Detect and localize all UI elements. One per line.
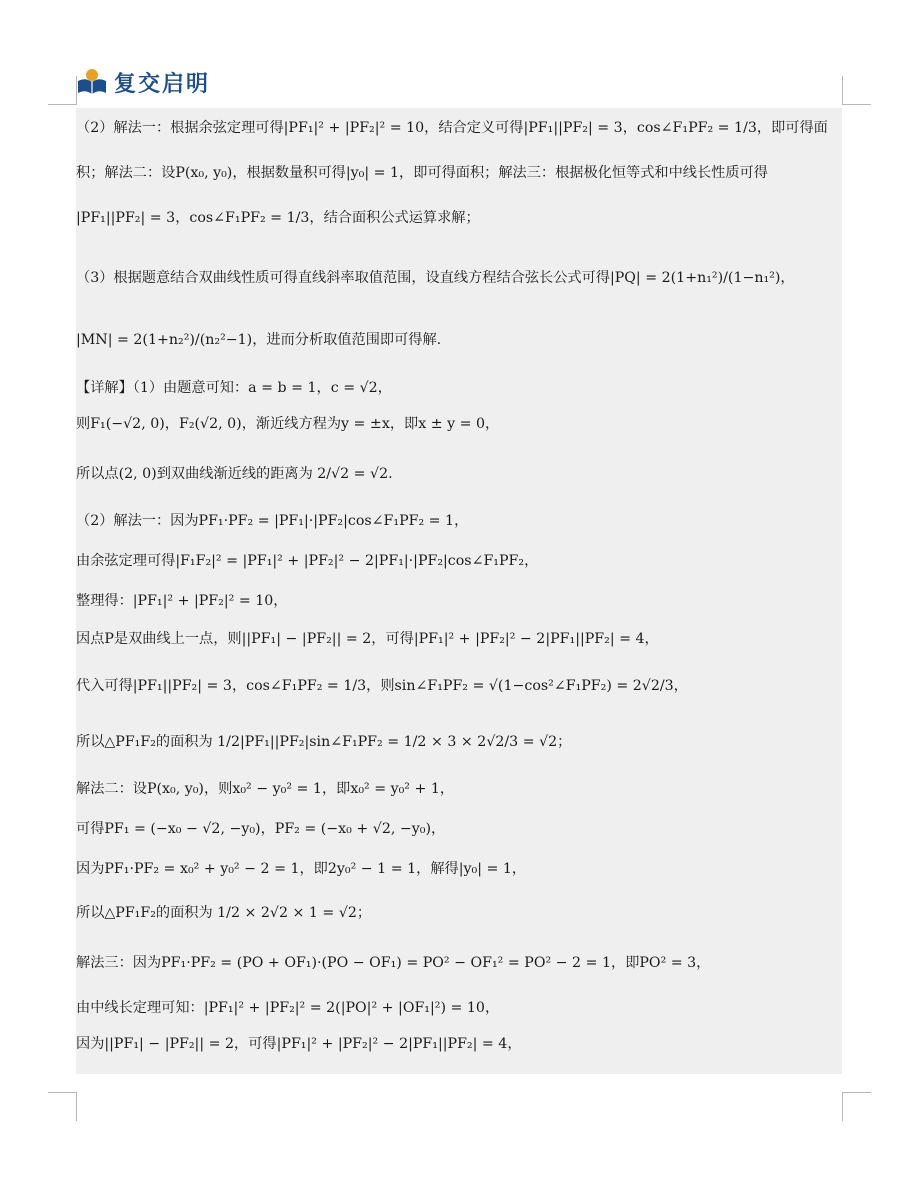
text-line: 所以点(2, 0)到双曲线渐近线的距离为 2/√2 = √2. <box>76 466 393 482</box>
crop-mark-bottom-right <box>842 1092 871 1121</box>
text-line: 因为PF₁·PF₂ = x₀² + y₀² − 2 = 1，即2y₀² − 1 = 1，解得|y₀| = 1， <box>76 861 527 877</box>
brand-logo <box>76 64 210 100</box>
crop-mark-top-left <box>48 76 77 105</box>
text-line: |PF₁||PF₂| = 3，cos∠F₁PF₂ = 1/3，结合面积公式运算求解； <box>76 210 480 226</box>
book-icon <box>76 67 108 97</box>
text-line: （3）根据题意结合双曲线性质可得直线斜率取值范围，设直线方程结合弦长公式可得|PQ| = 2(1+n₁²)/(1−n₁²)， <box>76 270 795 286</box>
text-line: 整理得：|PF₁|² + |PF₂|² = 10， <box>76 593 288 609</box>
text-line: （2）解法一：根据余弦定理可得|PF₁|² + |PF₂|² = 10，结合定义可得|PF₁||PF₂| = 3，cos∠F₁PF₂ = 1/3，即可得面 <box>76 120 828 136</box>
text-line: |MN| = 2(1+n₂²)/(n₂²−1)，进而分析取值范围即可得解. <box>76 332 442 348</box>
text-line: 代入可得|PF₁||PF₂| = 3，cos∠F₁PF₂ = 1/3，则sin∠F₁PF₂ = √(1−cos²∠F₁PF₂) = 2√2/3， <box>76 678 688 694</box>
crop-mark-bottom-left <box>48 1092 77 1121</box>
text-line: 解法三：因为PF₁·PF₂ = (PO + OF₁)·(PO − OF₁) = PO² − OF₁² = PO² − 2 = 1，即PO² = 3， <box>76 955 711 971</box>
text-line: （2）解法一：因为PF₁·PF₂ = |PF₁|·|PF₂|cos∠F₁PF₂ = 1， <box>76 513 469 529</box>
text-line: 由余弦定理可得|F₁F₂|² = |PF₁|² + |PF₂|² − 2|PF₁|·|PF₂|cos∠F₁PF₂， <box>76 553 539 569</box>
text-line: 因为||PF₁| − |PF₂|| = 2，可得|PF₁|² + |PF₂|² − 2|PF₁||PF₂| = 4， <box>76 1036 522 1052</box>
text-line: 因点P是双曲线上一点，则||PF₁| − |PF₂|| = 2，可得|PF₁|² + |PF₂|² − 2|PF₁||PF₂| = 4， <box>76 631 659 647</box>
text-line: 【详解】（1）由题意可知：a = b = 1，c = √2， <box>76 380 392 396</box>
crop-mark-top-right <box>842 76 871 105</box>
text-line: 由中线长定理可知：|PF₁|² + |PF₂|² = 2(|PO|² + |OF₁|²) = 10， <box>76 1000 500 1016</box>
text-line: 则F₁(−√2, 0)，F₂(√2, 0)，渐近线方程为y = ±x，即x ± y = 0， <box>76 416 500 432</box>
text-line: 积；解法二：设P(x₀, y₀)，根据数量积可得|y₀| = 1，即可得面积；解法三：根据极化恒等式和中线长性质可得 <box>76 165 768 181</box>
brand-name: 复交启明 <box>114 70 211 97</box>
text-line: 所以△PF₁F₂的面积为 1/2 × 2√2 × 1 = √2； <box>76 905 372 921</box>
solution-text-area <box>76 108 842 1074</box>
text-line: 解法二：设P(x₀, y₀)，则x₀² − y₀² = 1，即x₀² = y₀² + 1， <box>76 781 455 797</box>
text-line: 可得PF₁ = (−x₀ − √2, −y₀)，PF₂ = (−x₀ + √2, −y₀)， <box>76 821 446 837</box>
text-line: 所以△PF₁F₂的面积为 1/2|PF₁||PF₂|sin∠F₁PF₂ = 1/2 × 3 × 2√2/3 = √2； <box>76 734 572 750</box>
